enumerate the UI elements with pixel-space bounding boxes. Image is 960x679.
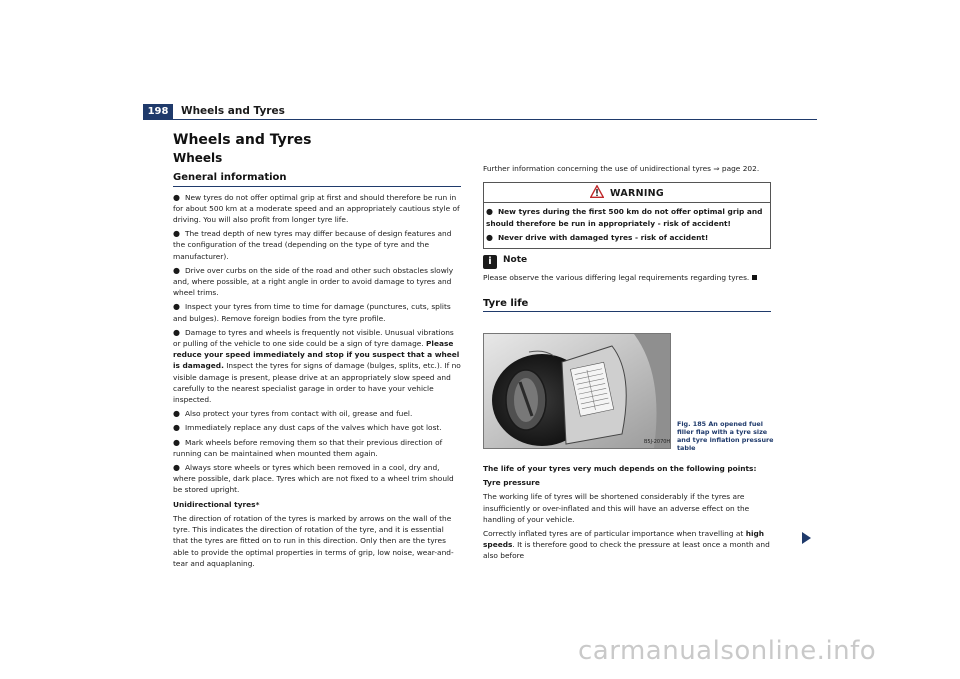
bullet-item: [173, 301, 461, 323]
warning-item: [486, 232, 768, 243]
points-heading: The life of your tyres very much depends on the following points:: [483, 464, 757, 473]
watermark: carmanualsonline.info: [578, 636, 877, 666]
bullet-text: The tread depth of new tyres may differ because of design features and the configuration of the tread (depending on the type of tyre and the manufacturer).: [173, 229, 452, 261]
bullet-text: Damage to tyres and wheels is frequently not visible. Unusual vibrations or pulling of the vehicle to one side could be a sign of tyre damage.: [173, 327, 454, 349]
warning-body: [484, 203, 770, 248]
bullet-icon: ●: [173, 327, 180, 337]
right-column: [483, 163, 771, 317]
left-column: [173, 132, 461, 572]
bullet-item: [173, 437, 461, 459]
bullet-icon: ●: [173, 437, 180, 447]
note-text-line: [483, 272, 771, 283]
pressure-text-2-bold: high speeds: [483, 529, 765, 550]
warning-triangle-icon: [590, 185, 604, 198]
pressure-text-2-end: . It is therefore good to check the pressure at least once a month and also before: [483, 540, 770, 561]
bullet-icon: ●: [173, 302, 180, 312]
bullet-bold-text: Please reduce your speed immediately and stop if you suspect that a wheel is damaged.: [173, 339, 460, 371]
bullet-icon: ●: [173, 409, 180, 419]
bullet-icon: ●: [486, 232, 493, 242]
pressure-heading: Tyre pressure: [483, 478, 540, 488]
unidirectional-text: The direction of rotation of the tyres is marked by arrows on the wall of the tyre. This indicates the direction of rotation of the tyre, and it is essential that the tyres are fitted on to run in this direction. Only then are the tyres able to provide the optimal properties in terms of grip, low noise, wear-and-tear and aquaplaning.: [173, 513, 454, 568]
section-end-icon: [752, 275, 757, 280]
bullet-item-damage: [173, 327, 461, 405]
bullet-text: Mark wheels before removing them so that their previous direction of running can be maintained when mounted them again.: [173, 437, 443, 458]
bullet-item: [173, 422, 461, 433]
page-title: Wheels and Tyres: [173, 132, 312, 148]
bullet-icon: ●: [173, 265, 180, 275]
bullet-icon: ●: [173, 423, 180, 433]
figure-caption: Fig. 185 An opened fuel filler flap with a tyre size and tyre inflation pressure table: [677, 420, 774, 452]
right-column-lower: [483, 463, 771, 565]
bullet-text: Also protect your tyres from contact with oil, grease and fuel.: [184, 409, 413, 419]
bullet-text: Inspect the tyres for signs of damage (bulges, splits, etc.). If no visible damage is present, please drive at an appropriately slow speed and carefully to the nearest specialist garage in order to have your vehicle inspected.: [173, 361, 461, 405]
bullet-icon: ●: [486, 207, 493, 217]
bullet-item: [173, 192, 461, 226]
page-number: 198: [143, 104, 173, 120]
warning-header: [484, 183, 770, 203]
bullet-item: [173, 228, 461, 262]
pressure-text: The working life of tyres will be shortened considerably if the tyres are insufficiently or over-inflated and this will have an adverse effect on the handling of your vehicle.: [483, 492, 750, 524]
chapter-subtitle: Wheels: [173, 151, 223, 166]
further-info-text: Further information concerning the use of unidirectional tyres ⇒ page 202.: [483, 164, 760, 173]
bullet-text: Inspect your tyres from time to time for damage (punctures, cuts, splits and bulges). Remove foreign bodies from the tyre profile.: [173, 302, 451, 323]
unidirectional-heading: Unidirectional tyres*: [173, 499, 260, 509]
warning-box: [483, 182, 771, 249]
bullet-text: New tyres do not offer optimal grip at first and should therefore be run in for about 500 km at a moderate speed and an appropriately cautious style of driving. You will also profit from longer tyre life.: [173, 192, 460, 225]
bullet-item: [173, 265, 461, 299]
figure-code: B5J-2070H: [644, 439, 670, 445]
bullet-text: Immediately replace any dust caps of the valves which have got lost.: [184, 423, 442, 433]
warning-title: WARNING: [609, 188, 665, 200]
bullet-text: Drive over curbs on the side of the road and other such obstacles slowly and, where possible, at a right angle in order to avoid damage to tyres and wheel trims.: [173, 265, 454, 298]
note-header: [483, 255, 771, 269]
warning-item: [486, 206, 768, 228]
bullet-icon: ●: [173, 463, 180, 473]
section-heading-tyre-life: Tyre life: [483, 298, 771, 312]
bullet-item: [173, 462, 461, 496]
note-text: Please observe the various differing legal requirements regarding tyres.: [483, 273, 750, 283]
warning-item-text: New tyres during the first 500 km do not offer optimal grip and should therefore be run in appropriately - risk of accident!: [486, 207, 763, 228]
figure-fuel-filler-flap: [483, 333, 671, 449]
pressure-text-2-start: Correctly inflated tyres are of particular importance when travelling at: [483, 529, 746, 539]
continue-arrow-icon: [802, 532, 811, 544]
bullet-icon: ●: [173, 229, 180, 239]
warning-item-text: Never drive with damaged tyres - risk of accident!: [497, 232, 709, 242]
note-title: Note: [503, 255, 528, 266]
header-rule: [143, 119, 817, 120]
bullet-text: Always store wheels or tyres which been removed in a cool, dry and, where possible, dark place. Tyres which are not fixed to a wheel trim should be stored upright.: [173, 463, 454, 495]
bullet-icon: ●: [173, 192, 180, 202]
section-heading-general: General information: [173, 172, 461, 186]
running-header: Wheels and Tyres: [181, 105, 285, 117]
info-icon: i: [483, 255, 497, 269]
pressure-text-2: [483, 528, 771, 562]
bullet-item: [173, 408, 461, 419]
fuel-filler-flap-illustration: [484, 334, 670, 448]
